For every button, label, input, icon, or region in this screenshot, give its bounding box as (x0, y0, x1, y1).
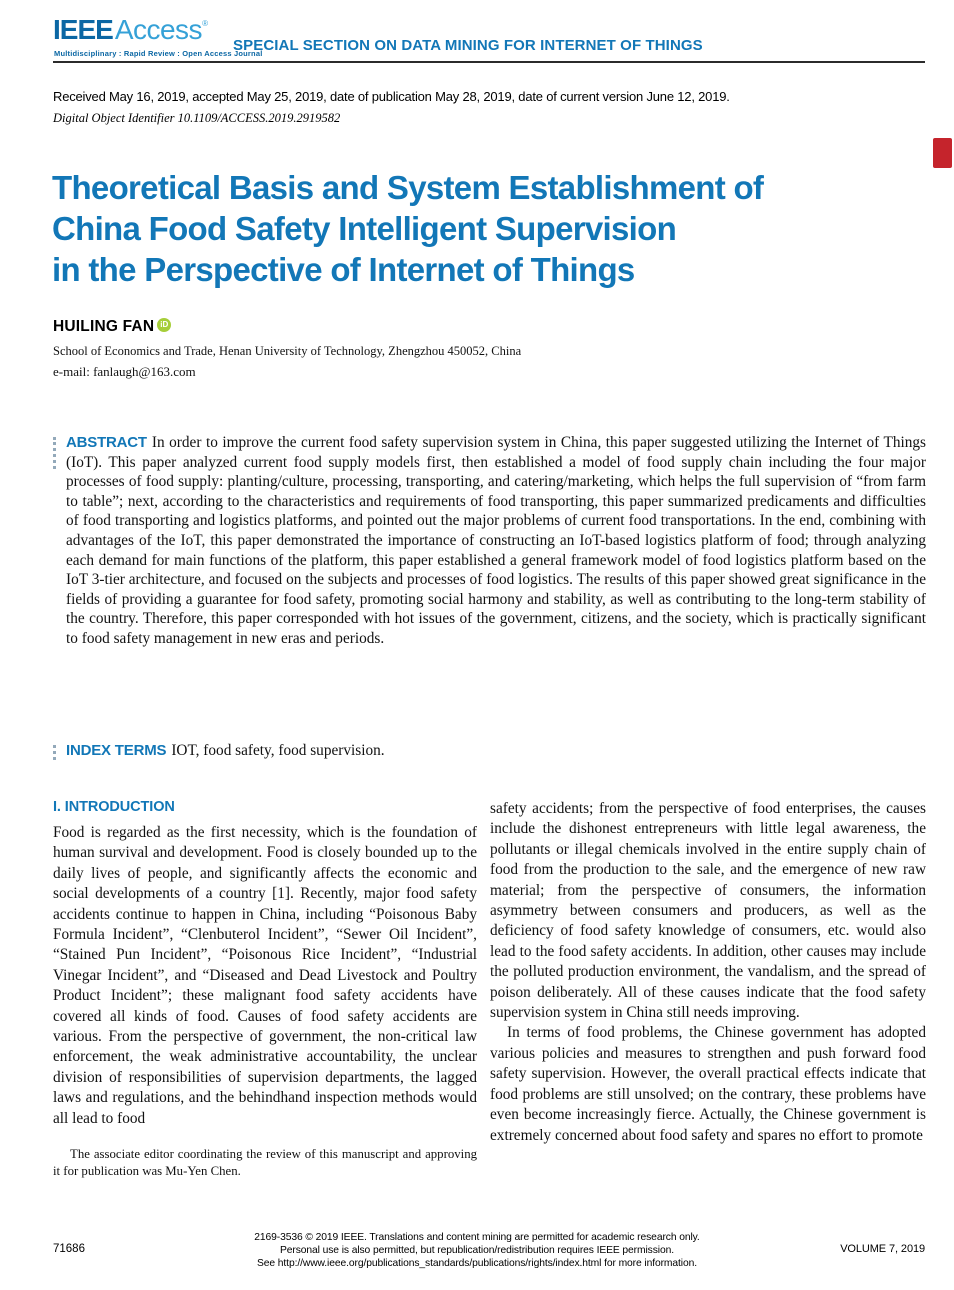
intro-left-paragraph: Food is regarded as the first necessity, which is the foundation of human survival and development. Food is closely bounded up to the daily lives of people, and significantly affects the economic and social developments of a country [1]. Recently, major food safety accidents continue to happen in China, including “Poisonous Baby Formula Incident”, “Clenbuterol Incident”, “Sewer Oil Incident”, “Stained Pun Incident”, “Poisonous Rice Incident”, “Industrial Vinegar Incident”, and “Diseased and Dead Livestock and Poultry Product Incident”; these malignant food safety accidents have covered all kinds of food. Causes of food safety accidents are various. From the perspective of government, the non-critical law enforcement, the weak administrative accountability, the unclear division of responsibilities of supervision departments, the lagged laws and regulations, and the behindhand inspection methods would all lead to food (53, 824, 477, 1127)
abstract-text: In order to improve the current food safety supervision system in China, this paper suggested utilizing the Internet of Things (IoT). This paper analyzed current food supply models first, then established a model of food supply chain including the four major processes of food supply: planting/culture, processing, transporting, and catering/marketing, which helps the full supervision of “from farm to table”; next, according to the characteristics and requirements of food transporting, this paper summarized predicaments and difficulties of food transporting and logistics platforms, and pointed out the major problems of current food transportations. In the end, combining with advantages of the IoT, this paper demonstrated the importance of constructing an IoT-based logistics platform of food; through analyzing each demand for main functions of the platform, this paper established a general framework model of food logistics platform based on the IoT 3-tier architecture, and focused on the subjects and processes of food logistics. The results of this paper showed great significance in the fields of providing a guarantee for food safety, promoting social harmony and stability, as well as contributing to the long-term stability of the country. Therefore, this paper corresponded with hot issues of the government, citizens, and the society, which is practically significant to food safety management in new eras and periods. (66, 434, 926, 647)
footer-page-number: 71686 (53, 1243, 85, 1255)
ieee-access-logo (53, 14, 208, 46)
footer-copyright (167, 1231, 787, 1270)
title-line-2: China Food Safety Intelligent Supervision (52, 210, 677, 247)
logo-access-text: Access (114, 14, 203, 45)
index-terms-dotted-marker-icon (53, 745, 56, 760)
journal-header (53, 14, 925, 63)
section-heading-introduction: I. INTRODUCTION (53, 799, 175, 815)
author-line (53, 318, 171, 336)
index-terms-label: INDEX TERMS (66, 742, 167, 759)
index-terms-text: IOT, food safety, food supervision. (171, 742, 385, 759)
intro-right-paragraph-2: In terms of food problems, the Chinese government has adopted various policies and measures to strengthen and push forward food safety supervision. However, the overall practical effects indicate that food problems are still unsolved; on the contrary, these problems have even become increasingly fierce. Actually, the Chinese government is extremely concerned about food safety and spares no effort to promote (490, 1024, 926, 1144)
journal-tagline: Multidisciplinary : Rapid Review : Open Access Journal (54, 49, 263, 58)
footer-copyright-line-1: 2169-3536 © 2019 IEEE. Translations and content mining are permitted for academic research only. (254, 1232, 700, 1243)
logo-ieee-text: IEEE (53, 14, 113, 45)
intro-right-paragraph-1: safety accidents; from the perspective of food enterprises, the causes include the dishonest entrepreneurs with little legal awareness, the pollutants or illegal chemicals involved in the entire supply chain of food from the production to the sale, and the emergence of new raw material; from the perspective of consumers, the information asymmetry between consumers and producers, as well as the deficiency of food safety knowledge of consumers, etc. would also lead to the food safety accidents. In addition, other causes may include the polluted production environment, the vandalism, and the spread of poison deliberately. All of these causes indicate that the food safety supervision system in China still needs improving. (490, 800, 926, 1022)
index-terms-block (53, 741, 926, 761)
registered-mark-icon: ® (202, 19, 208, 28)
abstract-block (53, 433, 926, 649)
special-section-banner: SPECIAL SECTION ON DATA MINING FOR INTERNET OF THINGS (233, 37, 703, 54)
abstract-dotted-marker-icon (53, 437, 56, 469)
abstract-label: ABSTRACT (66, 434, 147, 451)
author-affiliation: School of Economics and Trade, Henan University of Technology, Zhengzhou 450052, China (53, 344, 522, 358)
associate-editor-footnote: The associate editor coordinating the review of this manuscript and approving it for publication was Mu-Yen Chen. (53, 1147, 477, 1178)
crossmark-badge-icon[interactable] (933, 138, 952, 168)
page-title (52, 167, 842, 290)
intro-right-column (490, 799, 926, 1146)
title-line-1: Theoretical Basis and System Establishment of (52, 169, 764, 206)
author-name: HUILING FAN (53, 318, 155, 335)
footer-volume: VOLUME 7, 2019 (840, 1243, 925, 1255)
orcid-icon[interactable]: iD (157, 318, 171, 332)
intro-left-column (53, 799, 477, 1179)
footer-copyright-line-2: Personal use is also permitted, but republication/redistribution requires IEEE permission. (280, 1245, 674, 1256)
received-dates-line: Received May 16, 2019, accepted May 25, 2019, date of publication May 28, 2019, date of current version June 12, 2019. (53, 89, 730, 104)
doi-line: Digital Object Identifier 10.1109/ACCESS.2019.2919582 (53, 111, 341, 125)
author-email: e-mail: fanlaugh@163.com (53, 364, 196, 379)
title-line-3: in the Perspective of Internet of Things (52, 251, 635, 288)
footer-copyright-line-3: See http://www.ieee.org/publications_standards/publications/rights/index.html for more information. (257, 1258, 697, 1269)
